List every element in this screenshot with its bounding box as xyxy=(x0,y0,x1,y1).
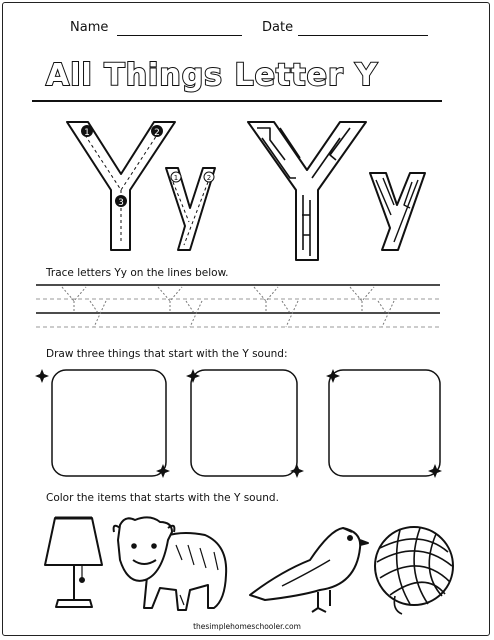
guide-number: 1 xyxy=(173,174,179,182)
name-label: Name xyxy=(70,20,109,35)
drawing-box-3 xyxy=(329,370,440,476)
trace-letter-yy xyxy=(350,287,394,327)
color-instruction: Color the items that starts with the Y sound. xyxy=(46,492,279,504)
trace-letter-yy xyxy=(62,287,106,327)
sparkle-icon xyxy=(290,464,304,478)
page-title: All Things Letter Y xyxy=(46,58,378,93)
trace-letter-group xyxy=(62,287,394,327)
guide-number: 2 xyxy=(206,174,212,182)
drawing-box-2 xyxy=(191,370,297,476)
sparkle-icon xyxy=(156,464,170,478)
trace-instruction: Trace letters Yy on the lines below. xyxy=(46,267,229,279)
drawing-boxes xyxy=(52,370,440,476)
trace-letter-yy xyxy=(254,287,298,327)
lamp-icon xyxy=(45,518,102,607)
drawing-box-1 xyxy=(52,370,166,476)
yarn-ball-icon xyxy=(375,527,453,614)
yak-icon xyxy=(114,517,227,610)
guide-number: 3 xyxy=(118,198,124,208)
trace-letter-yy xyxy=(158,287,202,327)
draw-instruction: Draw three things that start with the Y sound: xyxy=(46,348,288,360)
uppercase-y-trace xyxy=(67,122,175,250)
sparkle-icons xyxy=(35,369,442,478)
lowercase-y-maze xyxy=(370,173,425,250)
guide-number: 2 xyxy=(154,128,160,138)
footer-website: thesimplehomeschooler.com xyxy=(193,622,301,631)
robin-icon xyxy=(250,528,368,612)
uppercase-y-maze xyxy=(248,122,366,260)
guide-number: 1 xyxy=(84,128,90,138)
date-label: Date xyxy=(262,20,294,35)
sparkle-icon xyxy=(35,369,49,383)
